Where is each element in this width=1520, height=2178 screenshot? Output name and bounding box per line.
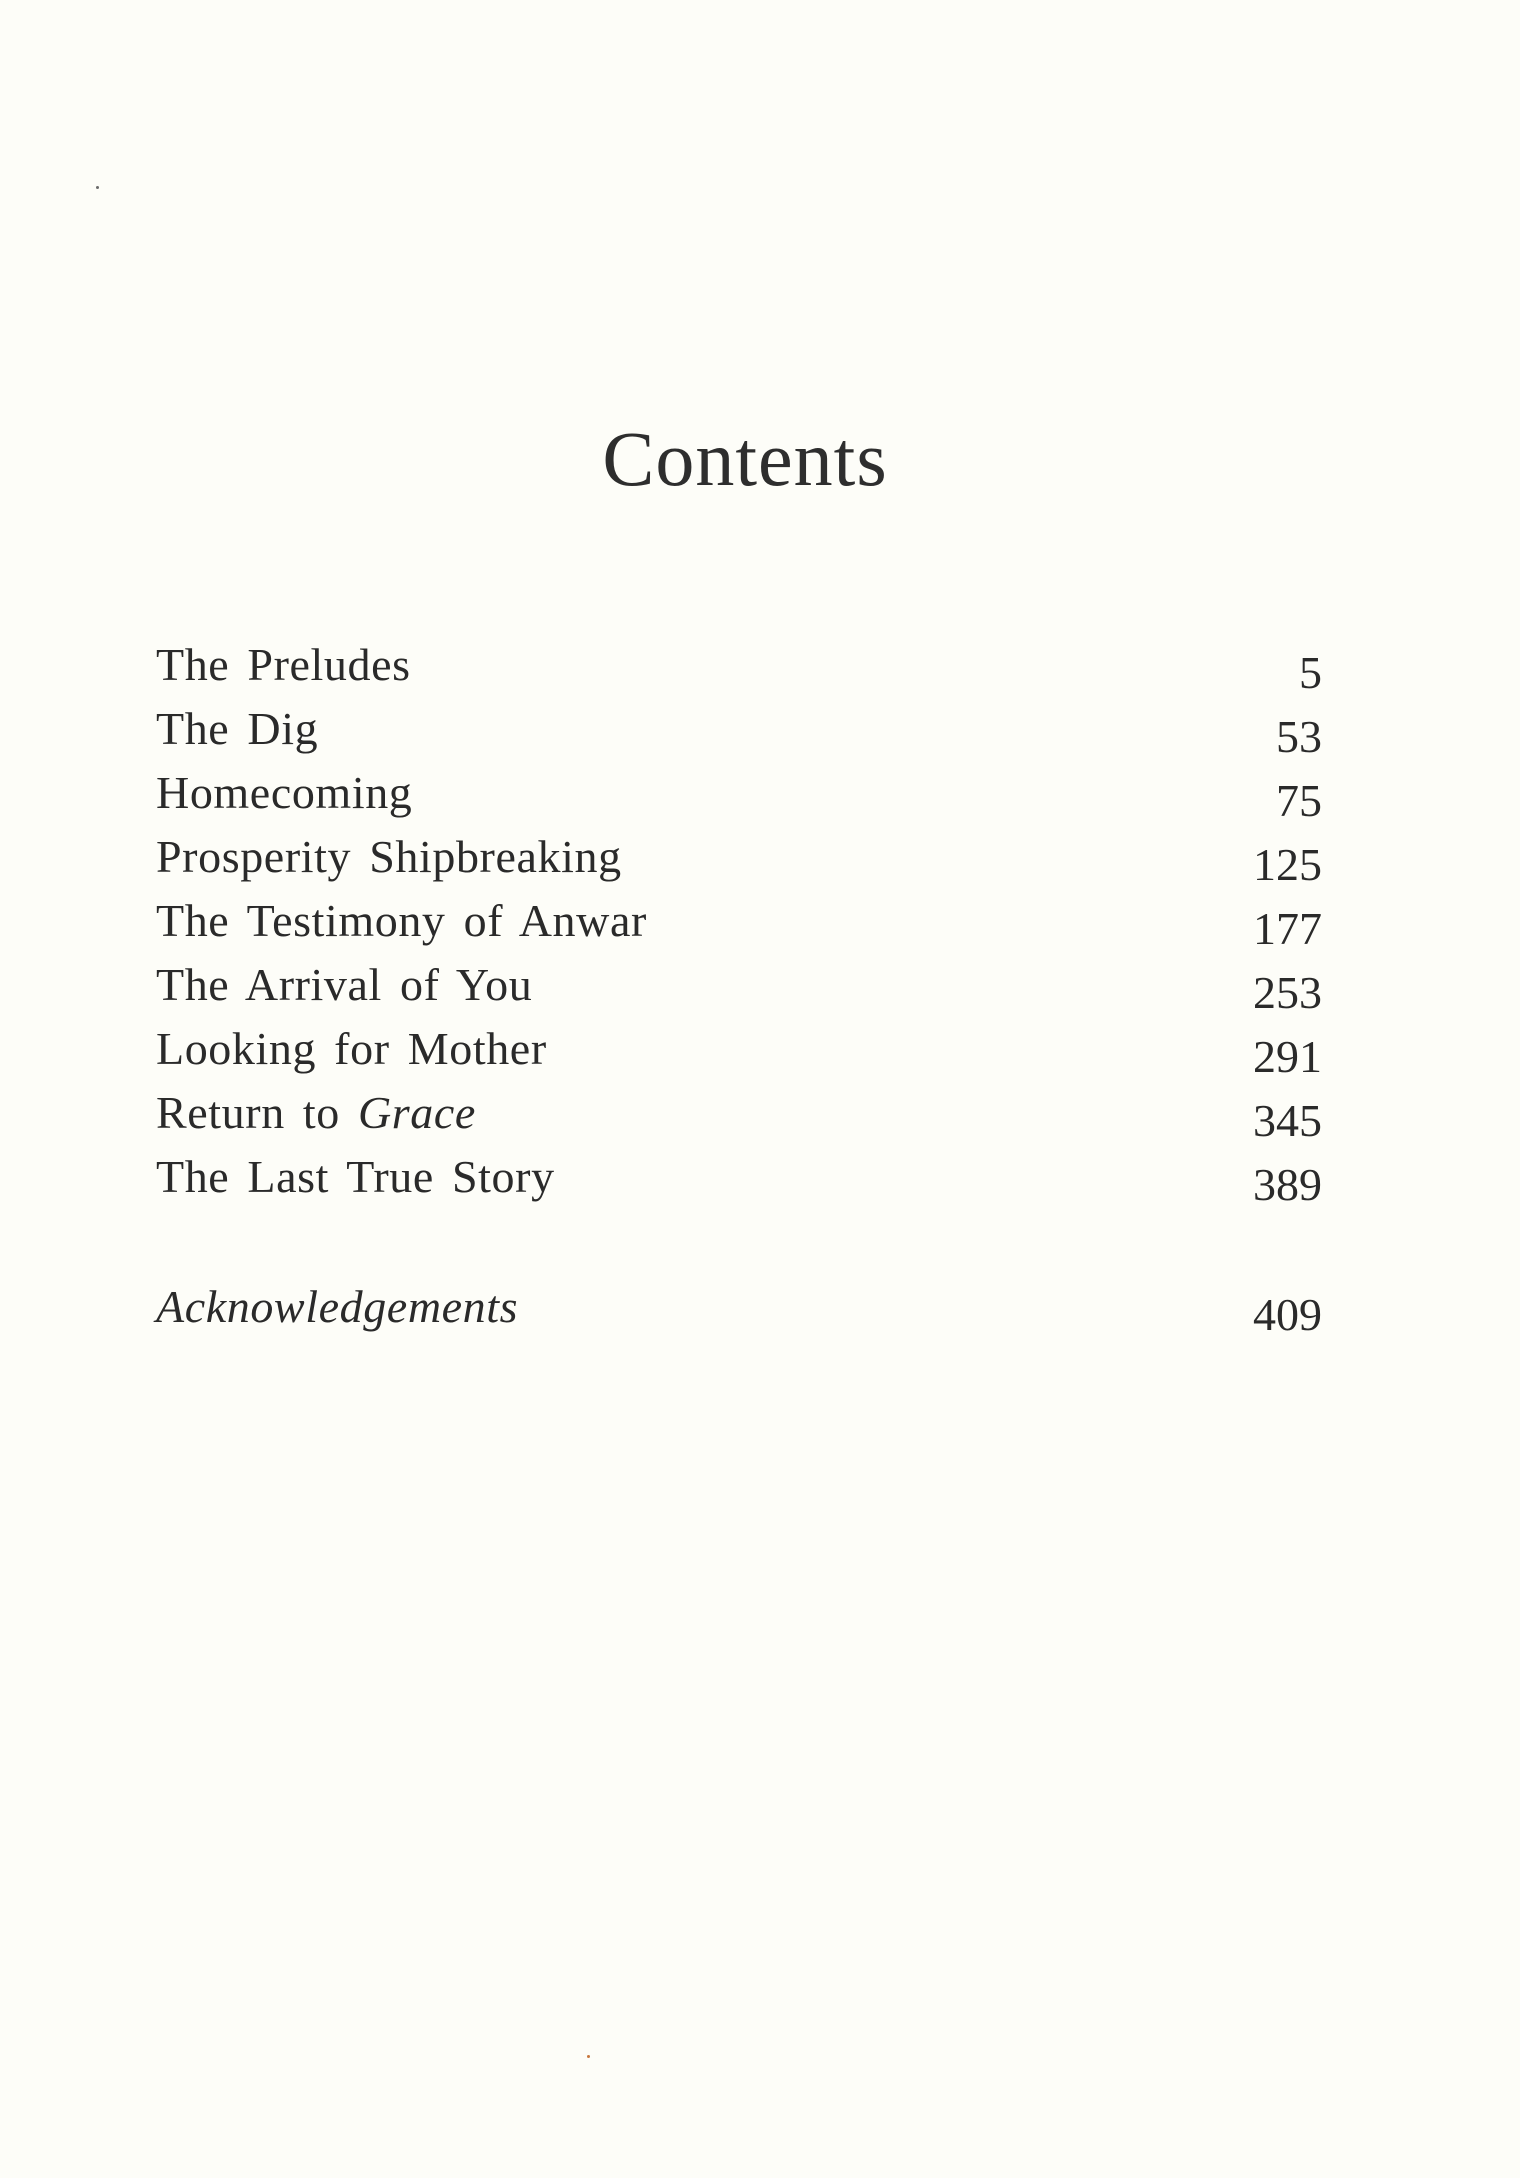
toc-entry bbox=[152, 1017, 1322, 1081]
toc-entry-page: 53 bbox=[1276, 711, 1322, 762]
toc-entry-page: 409 bbox=[1253, 1289, 1322, 1340]
toc-entry-title: The Last True Story bbox=[156, 1151, 555, 1202]
toc-entry bbox=[152, 633, 1322, 697]
toc-entry bbox=[152, 889, 1322, 953]
toc-entry-page: 253 bbox=[1253, 967, 1322, 1018]
toc-entry bbox=[152, 953, 1322, 1017]
toc-entry-title: The Testimony of Anwar bbox=[156, 895, 647, 946]
print-speck bbox=[96, 186, 99, 189]
toc-entry bbox=[152, 761, 1322, 825]
toc-entry bbox=[152, 697, 1322, 761]
toc-entry-title: Homecoming bbox=[156, 767, 413, 818]
toc-entry-page: 75 bbox=[1276, 775, 1322, 826]
toc-entry-title-prefix: Return to bbox=[156, 1087, 358, 1138]
toc-entry-title: Acknowledgements bbox=[156, 1281, 519, 1332]
toc-entry-page: 345 bbox=[1253, 1095, 1322, 1146]
print-speck bbox=[587, 2055, 590, 2058]
toc-entry bbox=[152, 1145, 1322, 1209]
toc-entry-page: 291 bbox=[1253, 1031, 1322, 1082]
toc-entry-page: 177 bbox=[1253, 903, 1322, 954]
toc-entry bbox=[152, 1081, 1322, 1145]
toc-entry-title: The Arrival of You bbox=[156, 959, 533, 1010]
toc-entry-title: Prosperity Shipbreaking bbox=[156, 831, 622, 882]
toc-entry-title: The Preludes bbox=[156, 639, 411, 690]
table-of-contents bbox=[152, 633, 1322, 1339]
toc-entry-title bbox=[156, 1081, 476, 1145]
toc-entry bbox=[152, 825, 1322, 889]
toc-entry-title: The Dig bbox=[156, 703, 319, 754]
page-title: Contents bbox=[602, 415, 888, 502]
toc-entry-page: 389 bbox=[1253, 1159, 1322, 1210]
toc-acknowledgements bbox=[152, 1275, 1322, 1339]
toc-entry-page: 125 bbox=[1253, 839, 1322, 890]
toc-entry-title-italic: Grace bbox=[357, 1087, 476, 1138]
toc-entry-title: Looking for Mother bbox=[156, 1023, 547, 1074]
toc-entry-page: 5 bbox=[1299, 647, 1322, 698]
